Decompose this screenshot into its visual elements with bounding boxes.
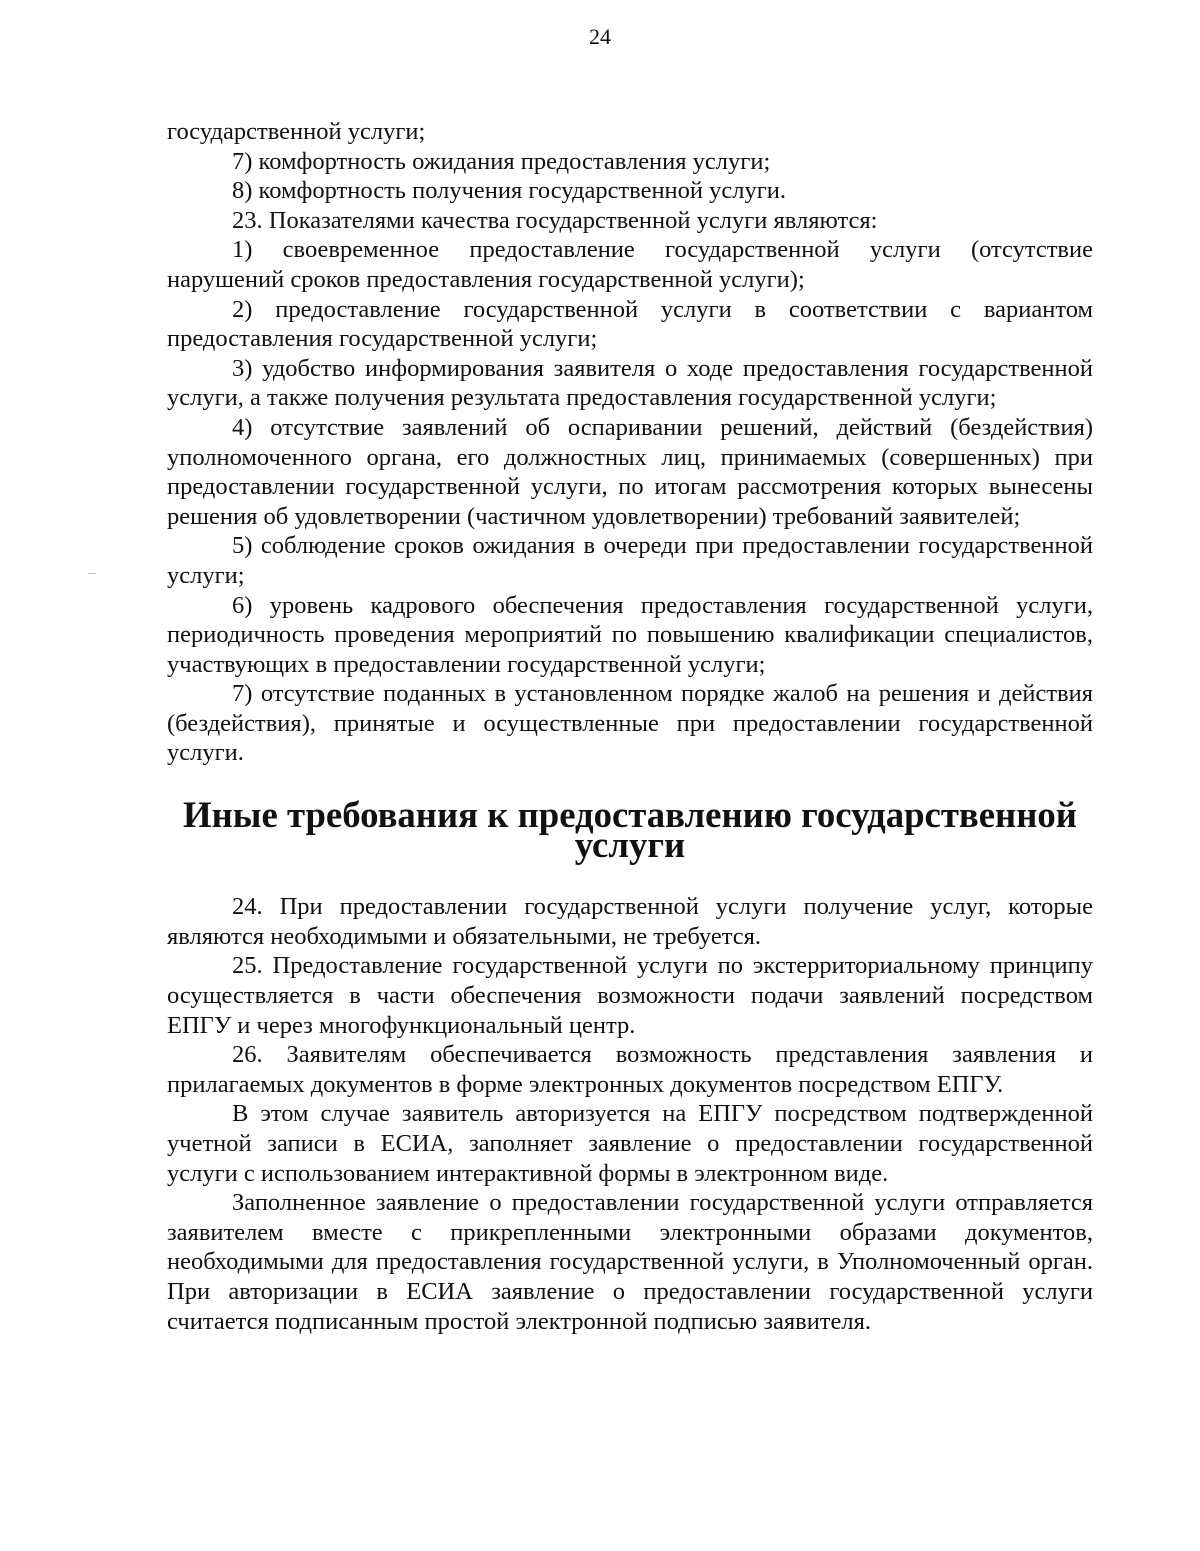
- paragraph: 5) соблюдение сроков ожидания в очереди при предоставлении государственной услуги;: [167, 532, 1093, 589]
- paragraph: 8) комфортность получения государственной услуги.: [232, 177, 787, 205]
- paragraph: 24. При предоставлении государственной услуги получение услуг, которые являются необходимыми и обязательными, не требуется.: [167, 893, 1093, 950]
- paragraph: государственной услуги;: [167, 118, 426, 145]
- paragraph: 1) своевременное предоставление государственной услуги (отсутствие нарушений сроков предоставления государственной услуги);: [167, 236, 1093, 293]
- paragraph: Заполненное заявление о предоставлении государственной услуги отправляется заявителем вместе с прикрепленными электронными образами документов, необходимыми для предоставления государственной услуги, в Уполномоченный орган. При авторизации в ЕСИА заявление о предоставлении государственной услуги считается подписанным простой электронной подписью заявителя.: [167, 1189, 1093, 1335]
- paragraph: 25. Предоставление государственной услуги по экстерриториальному принципу осуществляется в части обеспечения возможности подачи заявлений посредством ЕПГУ и через многофункциональный центр.: [167, 952, 1093, 1039]
- document-body: [167, 117, 1093, 1336]
- paragraph: 7) комфортность ожидания предоставления услуги;: [232, 147, 771, 175]
- paragraph: 23. Показателями качества государственной услуги являются:: [232, 206, 878, 234]
- paragraph: 2) предоставление государственной услуги в соответствии с вариантом предоставления государственной услуги;: [167, 295, 1093, 353]
- paragraph: 7) отсутствие поданных в установленном порядке жалоб на решения и действия (бездействия), принятые и осуществленные при предоставлении государственной услуги.: [167, 680, 1093, 767]
- page-number: 24: [589, 24, 611, 49]
- paragraph: 26. Заявителям обеспечивается возможность представления заявления и прилагаемых документов в форме электронных документов посредством ЕПГУ.: [167, 1041, 1093, 1098]
- section-heading: Иные требования к предоставлению государственной услуги: [183, 794, 1077, 865]
- paragraph: 4) отсутствие заявлений об оспаривании решений, действий (бездействия) уполномоченного органа, его должностных лиц, принимаемых (совершенных) при предоставлении государственной услуги, по итогам рассмотрения которых вынесены решения об удовлетворении (частичном удовлетворении) требований заявителей;: [167, 413, 1093, 530]
- margin-mark: [88, 573, 96, 574]
- paragraph: В этом случае заявитель авторизуется на ЕПГУ посредством подтвержденной учетной записи в ЕСИА, заполняет заявление о предоставлении государственной услуги с использованием интерактивной формы в электронном виде.: [167, 1100, 1093, 1187]
- paragraph: 6) уровень кадрового обеспечения предоставления государственной услуги, периодичность проведения мероприятий по повышению квалификации специалистов, участвующих в предоставлении государственной услуги;: [167, 591, 1093, 678]
- paragraph: 3) удобство информирования заявителя о ходе предоставления государственной услуги, а также получения результата предоставления государственной услуги;: [167, 354, 1093, 412]
